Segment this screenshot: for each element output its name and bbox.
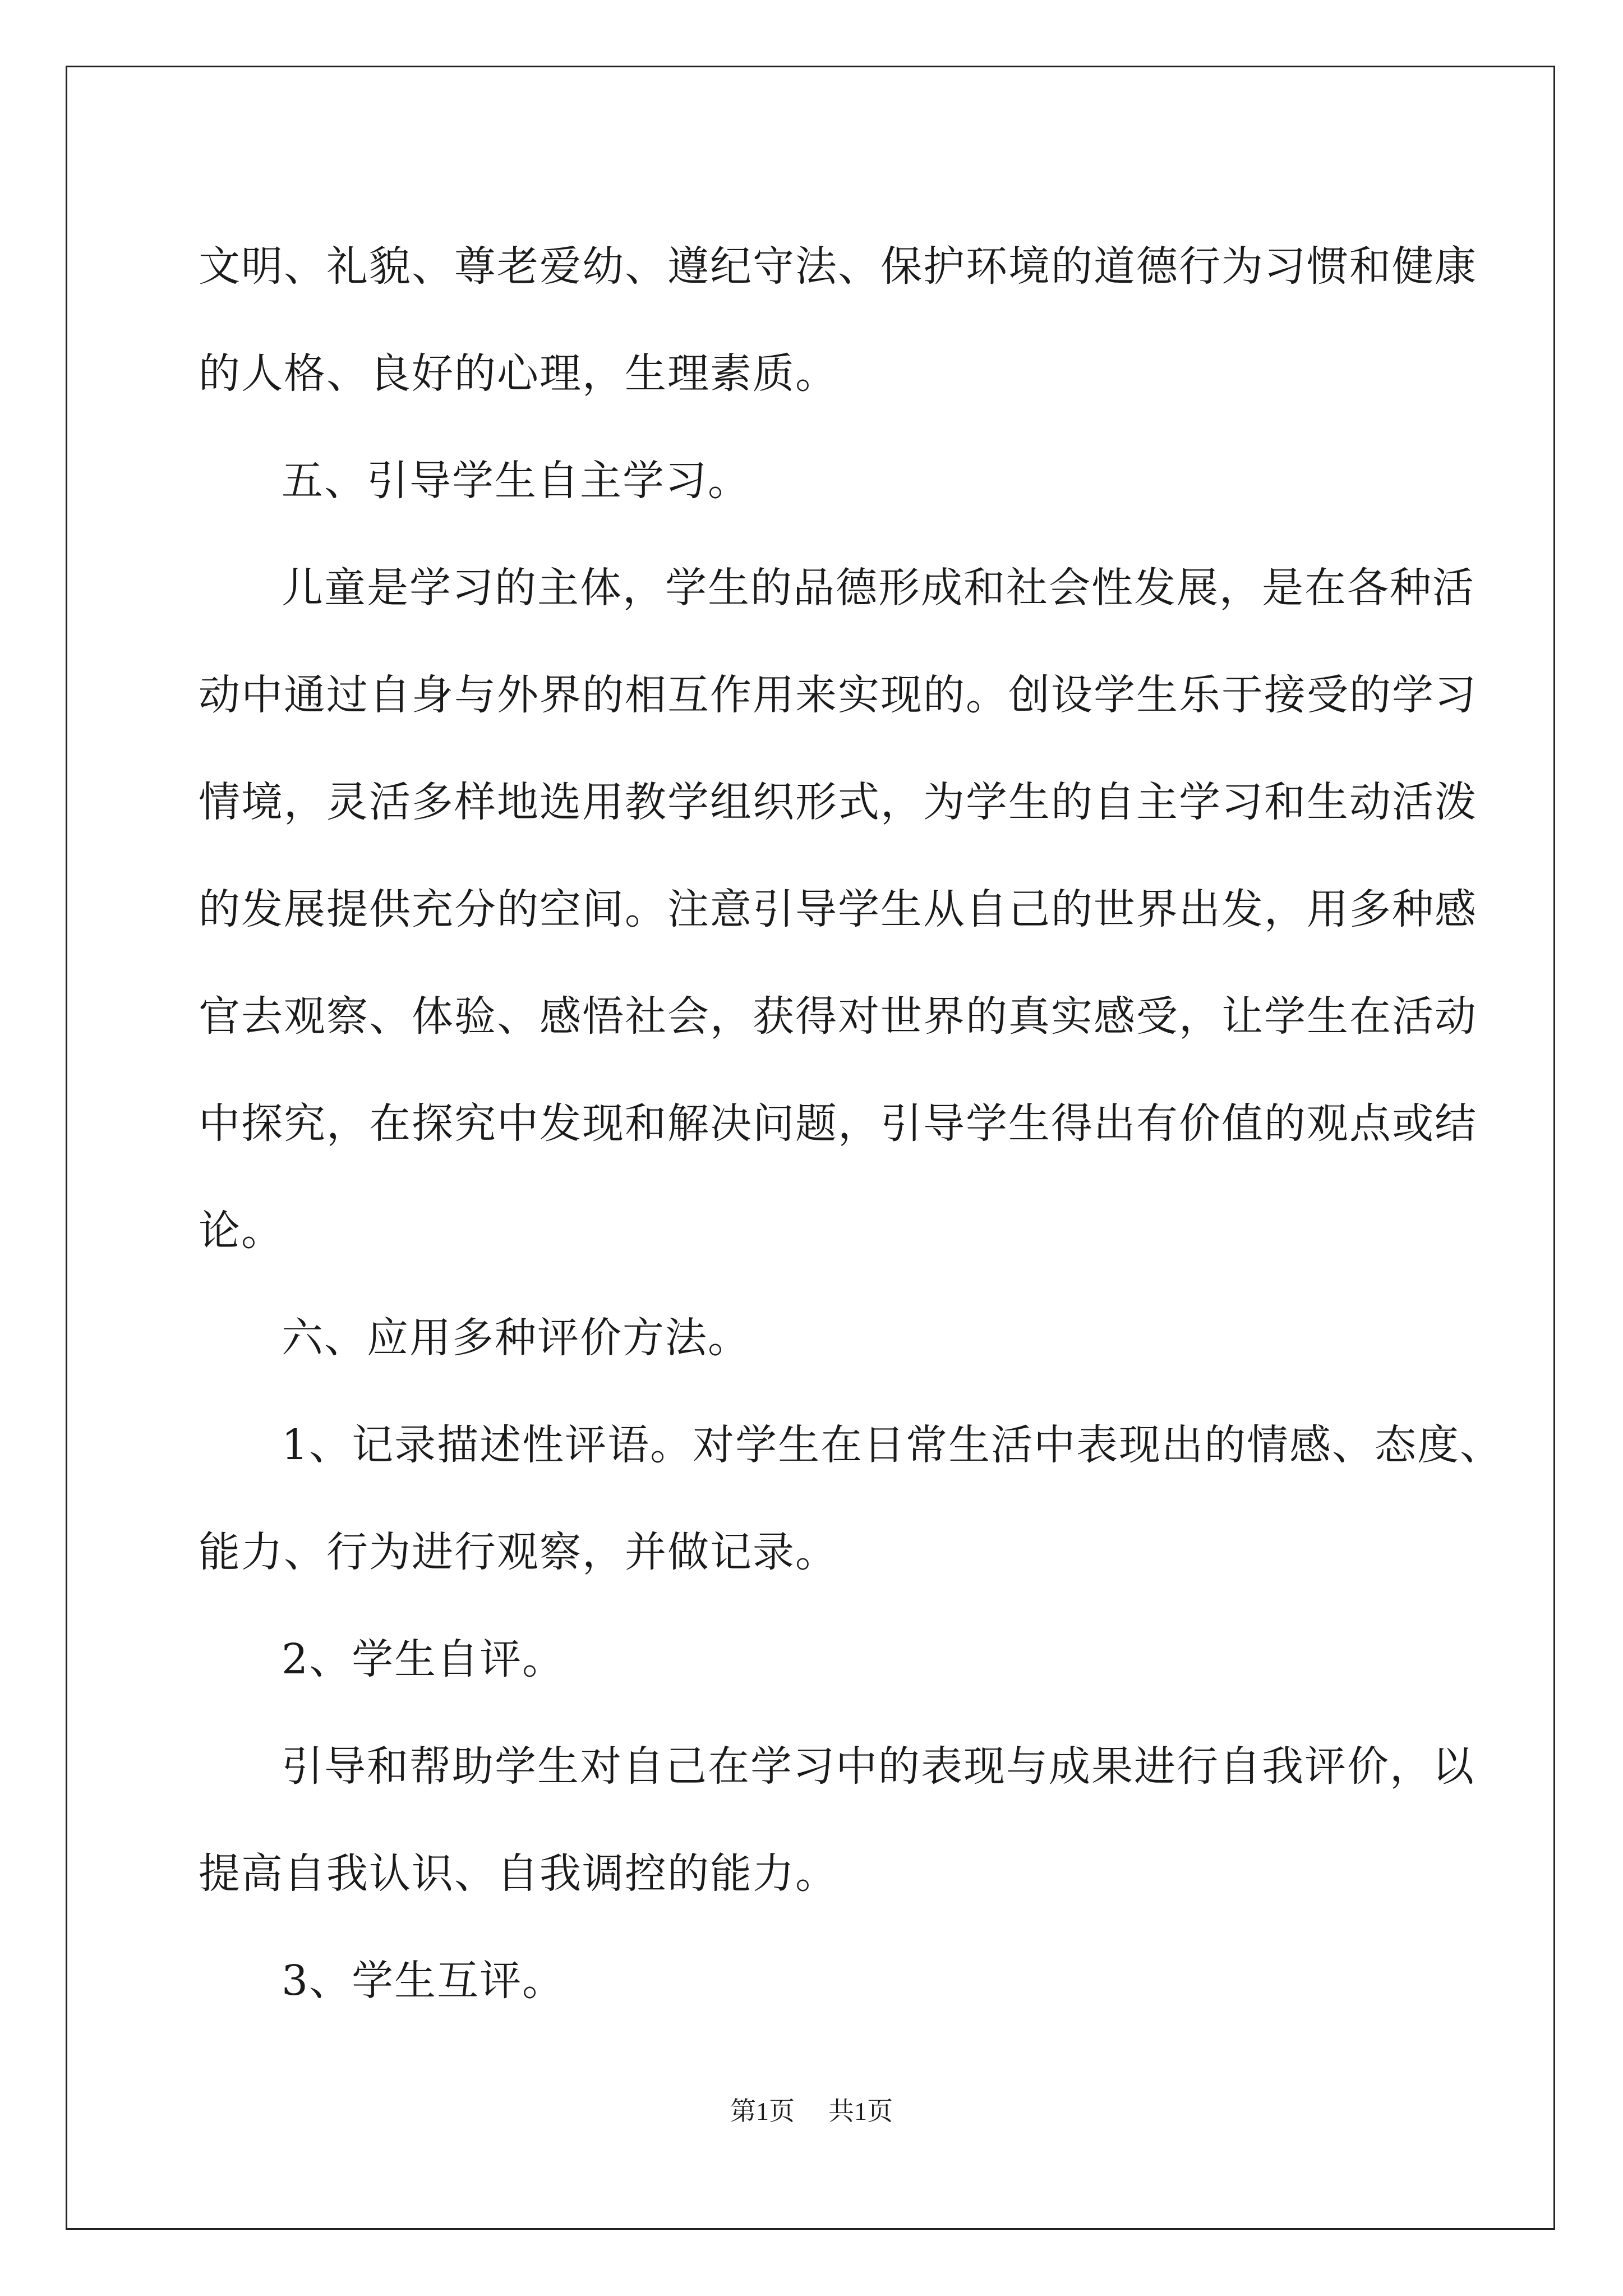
body-line: 的发展提供充分的空间。注意引导学生从自己的世界出发，用多种感 bbox=[199, 885, 1477, 933]
list-item-3: 3、学生互评。 bbox=[282, 1957, 565, 2005]
body-line-continuation: 文明、礼貌、尊老爱幼、遵纪守法、保护环境的道德行为习惯和健康 bbox=[199, 242, 1477, 291]
body-line: 能力、行为进行观察，并做记录。 bbox=[199, 1528, 838, 1576]
page-total: 共1页 bbox=[828, 2097, 893, 2125]
page-footer bbox=[0, 2095, 1623, 2128]
page-number: 第1页 bbox=[730, 2097, 795, 2125]
body-line: 官去观察、体验、感悟社会，获得对世界的真实感受，让学生在活动 bbox=[199, 992, 1477, 1041]
list-item-2: 2、学生自评。 bbox=[282, 1635, 565, 1683]
body-line-continuation: 的人格、良好的心理，生理素质。 bbox=[199, 349, 838, 398]
body-line: 论。 bbox=[199, 1207, 284, 1255]
section-heading-5: 五、引导学生自主学习。 bbox=[282, 457, 750, 505]
body-line: 情境，灵活多样地选用教学组织形式，为学生的自主学习和生动活泼 bbox=[199, 778, 1477, 826]
paragraph-start: 儿童是学习的主体，学生的品德形成和社会性发展，是在各种活 bbox=[282, 564, 1475, 612]
body-line: 动中通过自身与外界的相互作用来实现的。创设学生乐于接受的学习 bbox=[199, 671, 1477, 719]
paragraph-start: 引导和帮助学生对自己在学习中的表现与成果进行自我评价，以 bbox=[282, 1742, 1475, 1791]
body-line: 中探究，在探究中发现和解决问题，引导学生得出有价值的观点或结 bbox=[199, 1099, 1477, 1148]
list-item-1: 1、记录描述性评语。对学生在日常生活中表现出的情感、态度、 bbox=[282, 1421, 1503, 1469]
document-body bbox=[199, 213, 1503, 2035]
body-line: 提高自我认识、自我调控的能力。 bbox=[199, 1849, 838, 1898]
section-heading-6: 六、应用多种评价方法。 bbox=[282, 1314, 750, 1362]
